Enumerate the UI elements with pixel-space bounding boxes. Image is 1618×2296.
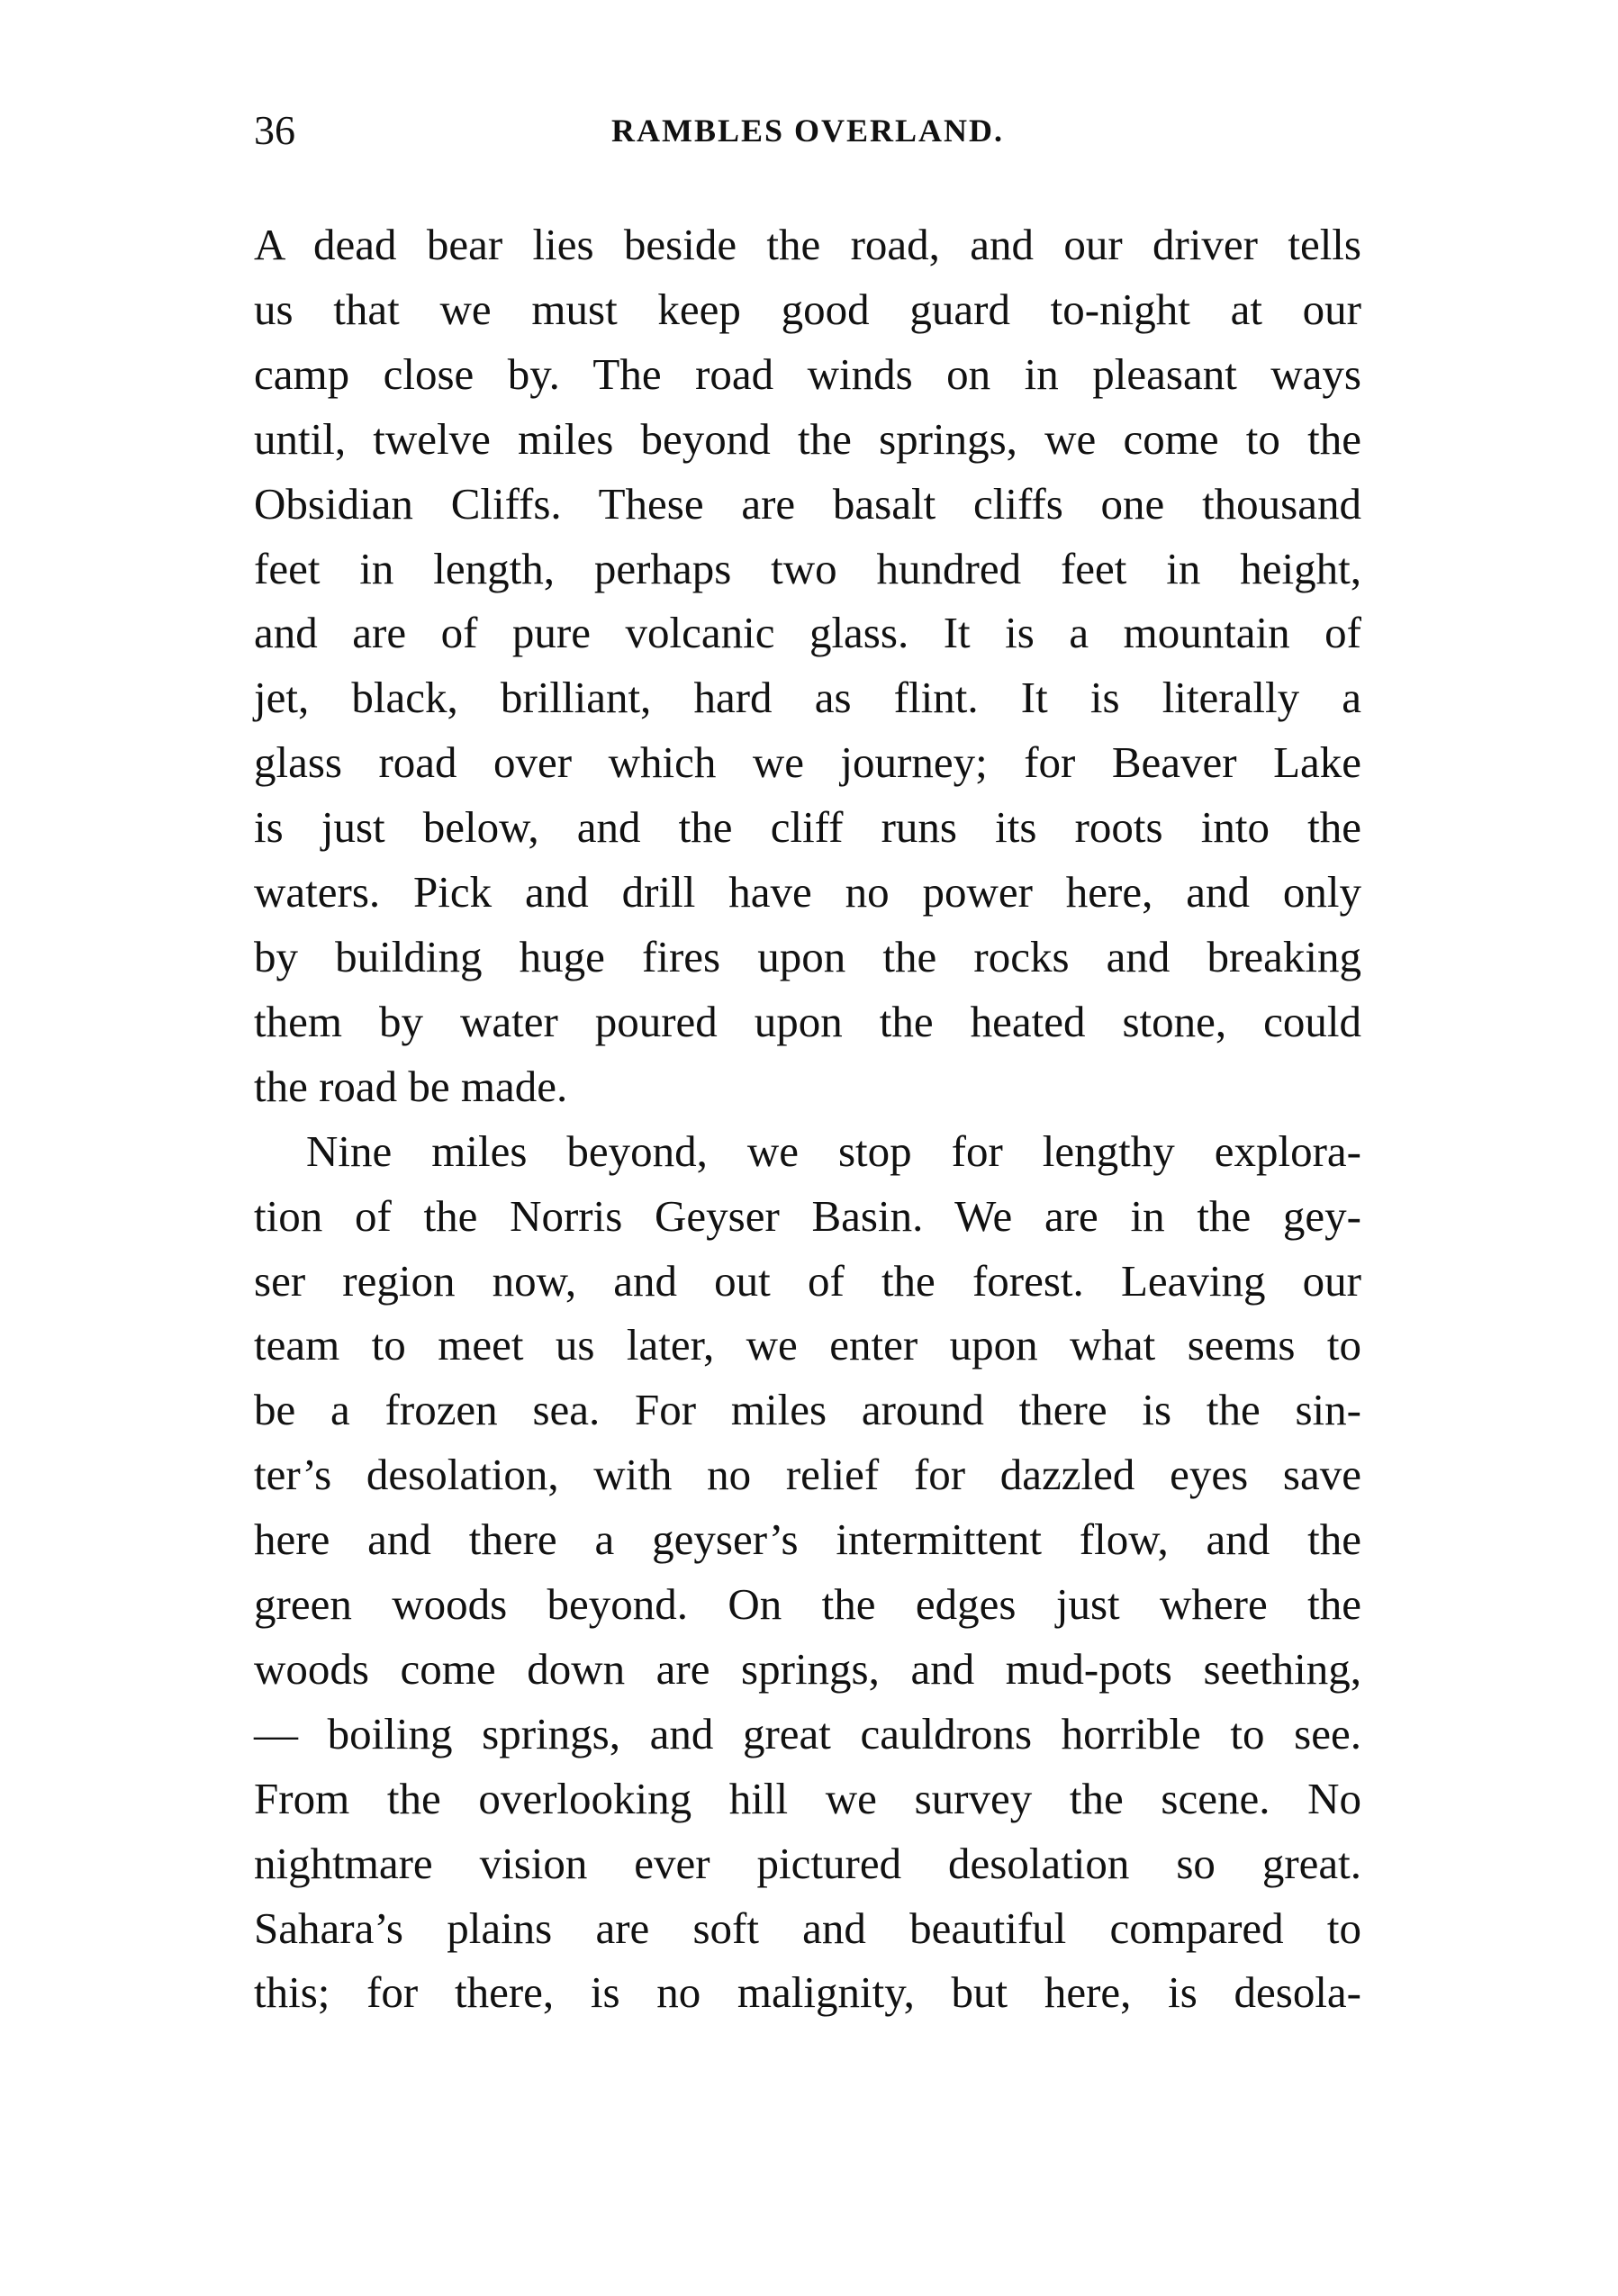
- text-line: From the overlooking hill we survey the scene. No: [254, 1773, 1361, 1823]
- text-line: us that we must keep good guard to-night at our: [254, 284, 1361, 334]
- text-line: glass road over which we journey; for Beaver Lake: [254, 737, 1361, 788]
- page-number: 36: [254, 107, 295, 153]
- text-line: waters. Pick and drill have no power here, and only: [254, 867, 1361, 917]
- text-line: Obsidian Cliffs. These are basalt cliffs one thousand: [254, 478, 1361, 529]
- text-line: camp close by. The road winds on in pleasant ways: [254, 348, 1361, 399]
- text-line: this; for there, is no malignity, but here, is desola-: [254, 1967, 1361, 2018]
- text-line: is just below, and the cliff runs its roots into the: [254, 802, 1361, 853]
- text-line: A dead bear lies beside the road, and our driver tells: [254, 220, 1361, 269]
- text-line: here and there a geyser’s intermittent flow, and the: [254, 1514, 1361, 1565]
- text-line: nightmare vision ever pictured desolation so great.: [254, 1838, 1361, 1888]
- text-line: tion of the Norris Geyser Basin. We are in the gey-: [254, 1190, 1361, 1241]
- text-line: ter’s desolation, with no relief for dazzled eyes save: [254, 1450, 1361, 1500]
- running-head: [254, 104, 1361, 158]
- text-line: them by water poured upon the heated stone, could: [254, 996, 1361, 1046]
- text-line: ser region now, and out of the forest. Leaving our: [254, 1255, 1361, 1306]
- text-line: and are of pure volcanic glass. It is a mountain of: [254, 608, 1361, 658]
- text-line: until, twelve miles beyond the springs, we come to the: [254, 413, 1361, 464]
- text-line: — boiling springs, and great cauldrons horrible to see.: [254, 1708, 1361, 1758]
- text-line: the road be made.: [254, 1061, 568, 1111]
- text-line: Nine miles beyond, we stop for lengthy explora-: [306, 1125, 1361, 1176]
- text-line: by building huge fires upon the rocks and breaking: [254, 931, 1361, 981]
- running-title: RAMBLES OVERLAND.: [610, 113, 1005, 149]
- text-line: Sahara’s plains are soft and beautiful compared to: [254, 1903, 1361, 1953]
- text-line: team to meet us later, we enter upon what seems to: [254, 1320, 1361, 1370]
- text-line: jet, black, brilliant, hard as flint. It is literally a: [254, 673, 1361, 723]
- text-line: green woods beyond. On the edges just where the: [254, 1579, 1361, 1630]
- text-line: be a frozen sea. For miles around there is the sin-: [254, 1385, 1361, 1435]
- body-text: [254, 212, 1361, 2025]
- text-line: feet in length, perhaps two hundred feet in height,: [254, 543, 1361, 593]
- text-line: woods come down are springs, and mud-pots seething,: [254, 1643, 1361, 1694]
